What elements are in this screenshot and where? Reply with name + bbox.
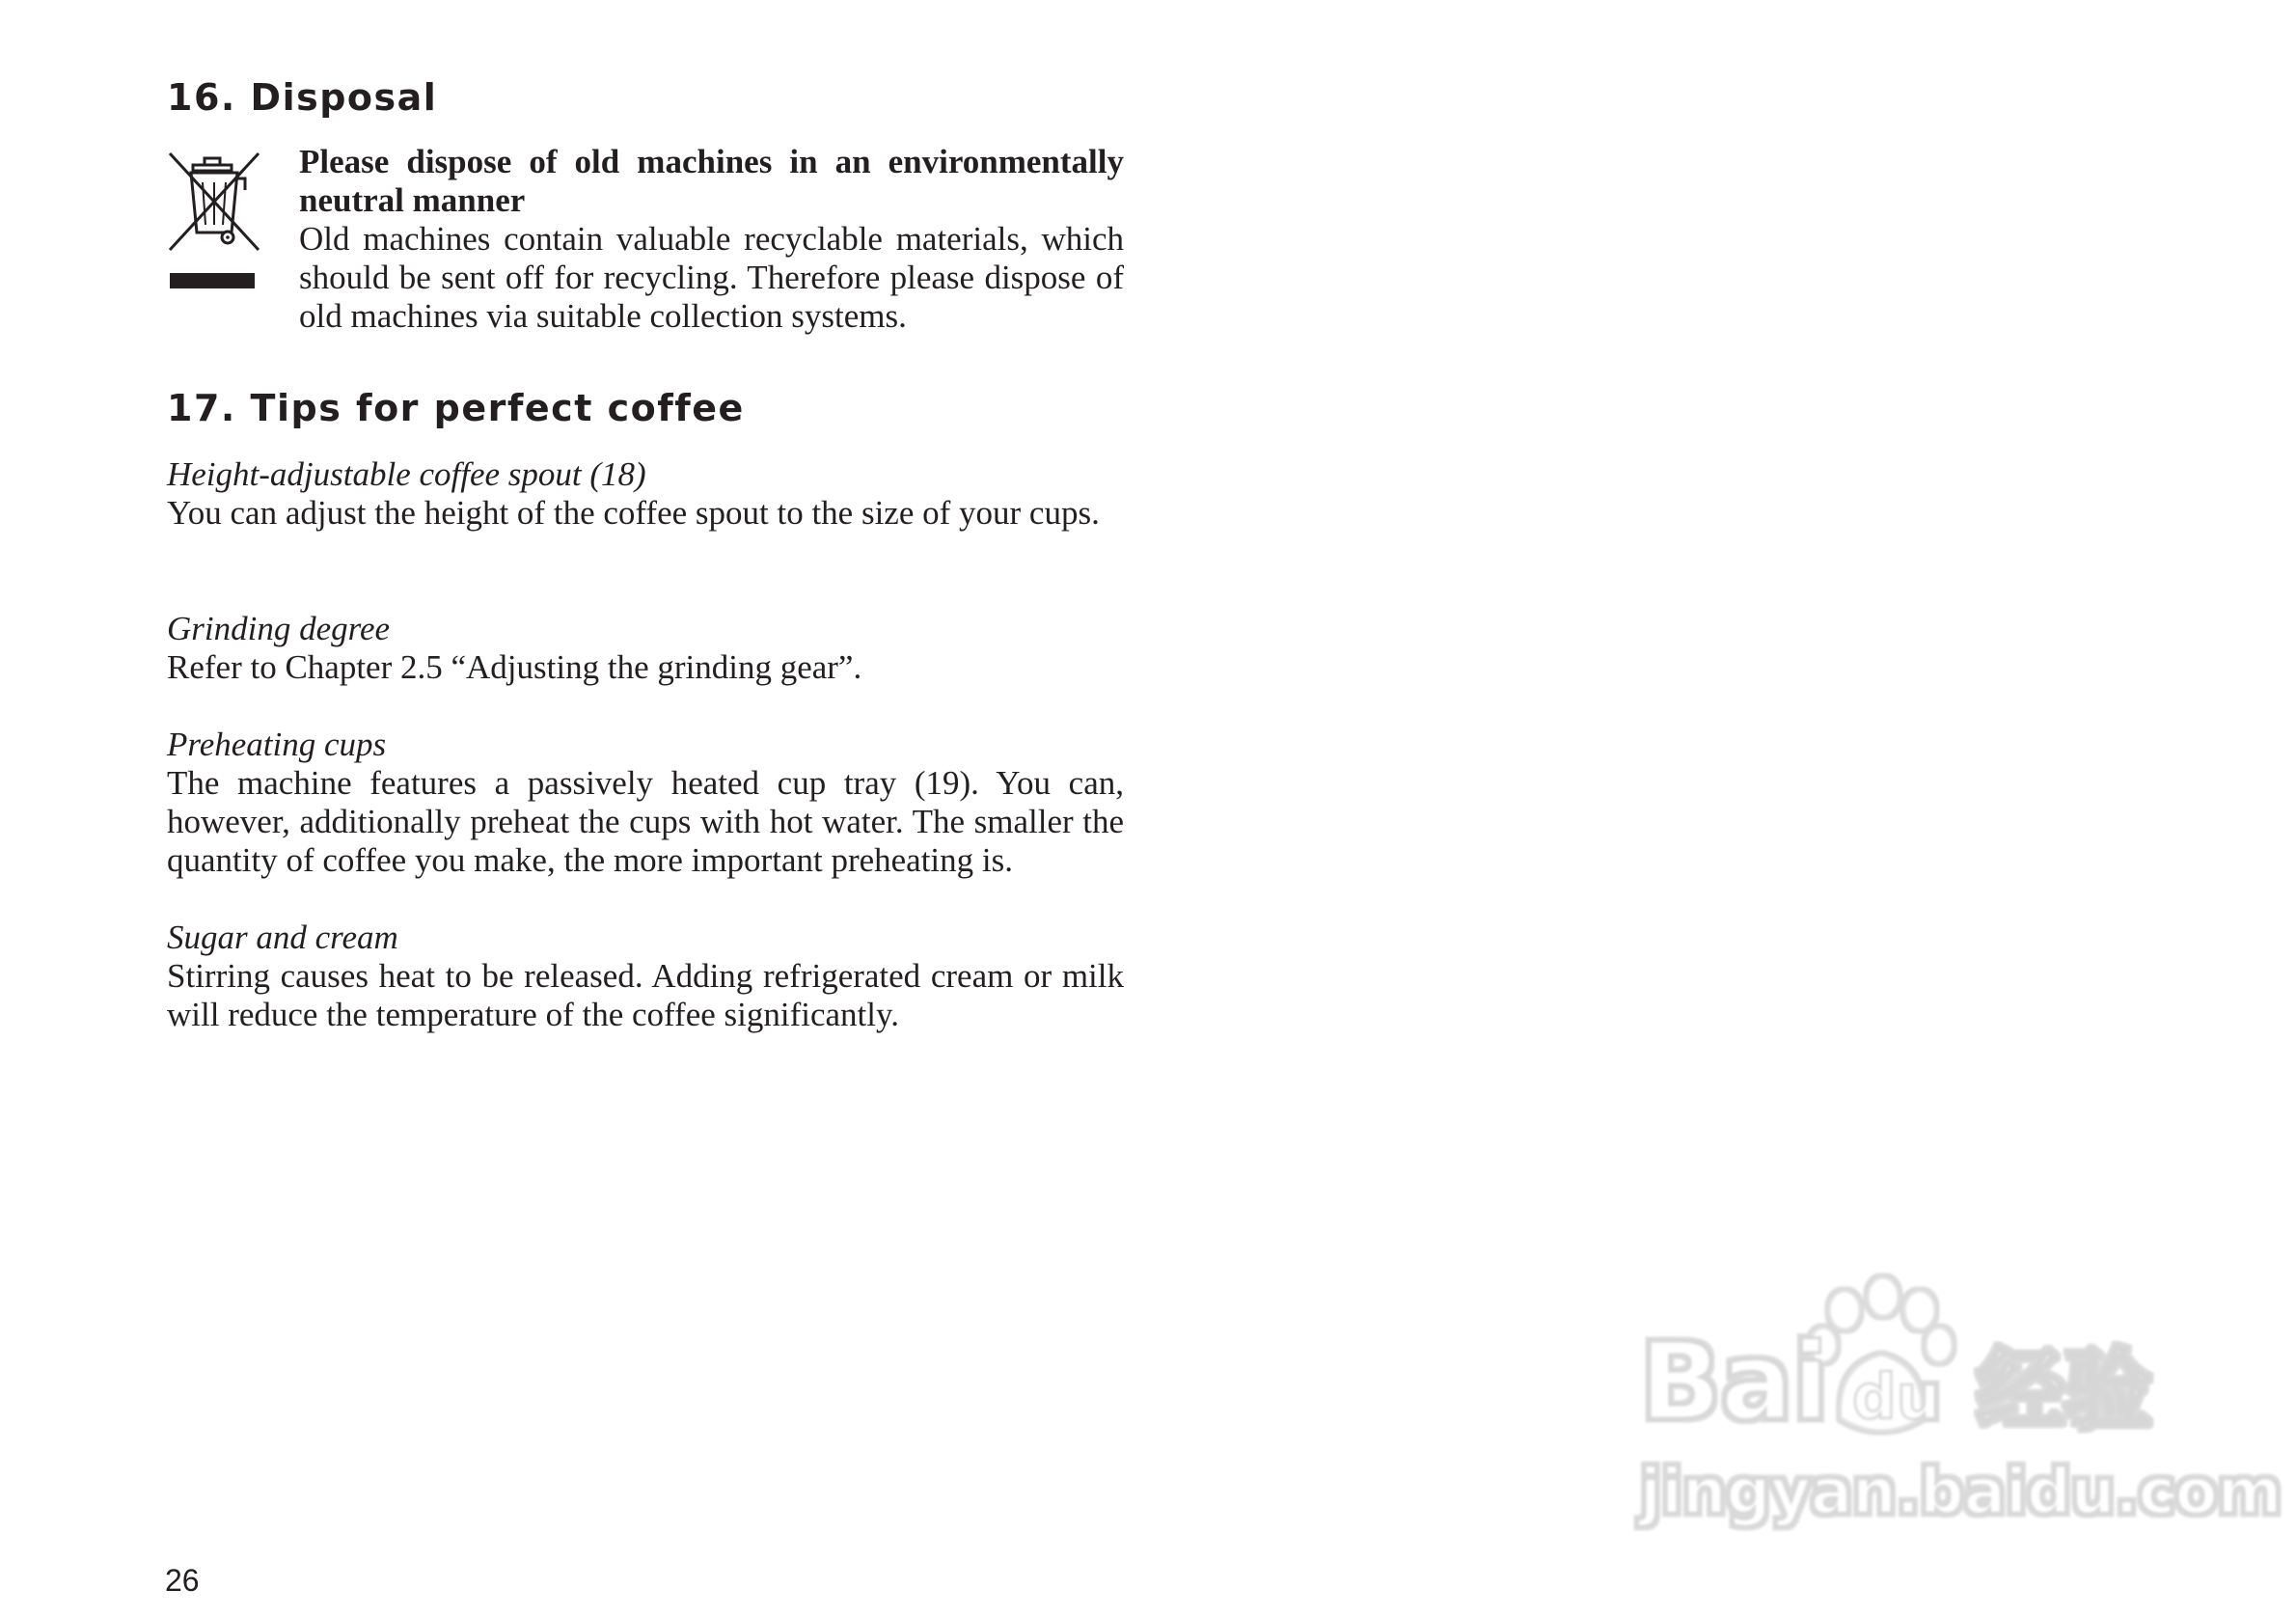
tip-item xyxy=(167,918,1124,1034)
svg-text:du: du xyxy=(1852,1362,1941,1434)
page-number: 26 xyxy=(165,1563,200,1598)
disposal-body: Old machines contain valuable recyclable materials, which should be sent off for recycling. Therefore please dispose of old machines via suitable collection systems. xyxy=(299,220,1124,335)
tip-body: Stirring causes heat to be released. Adding refrigerated cream or milk will reduce the temperature of the coffee significantly. xyxy=(167,957,1124,1033)
disposal-text xyxy=(299,143,1124,336)
disposal-bold-title-line2: neutral manner xyxy=(299,181,526,219)
section-heading-disposal: 16. Disposal xyxy=(167,76,438,119)
tip-title: Preheating cups xyxy=(167,726,387,763)
disposal-bold-title-line1: Please dispose of old machines in an environmentally xyxy=(299,143,1124,180)
baidu-jingyan-watermark xyxy=(1630,1274,2282,1544)
tip-body: Refer to Chapter 2.5 “Adjusting the grinding gear”. xyxy=(167,648,862,686)
watermark-url: jingyan.baidu.com xyxy=(1640,1457,2282,1528)
tip-item xyxy=(167,455,1124,533)
tip-item xyxy=(167,610,1124,687)
tip-title: Sugar and cream xyxy=(167,918,398,956)
svg-text:经验: 经验 xyxy=(1978,1340,2151,1441)
crossed-out-wheelie-bin-icon xyxy=(164,150,264,292)
tip-title: Grinding degree xyxy=(167,610,391,647)
section-heading-tips: 17. Tips for perfect coffee xyxy=(167,387,745,429)
tip-title: Height-adjustable coffee spout (18) xyxy=(167,455,646,493)
tip-body: You can adjust the height of the coffee spout to the size of your cups. xyxy=(167,494,1100,532)
svg-text:Bai: Bai xyxy=(1640,1320,1829,1443)
tip-body: The machine features a passively heated cup tray (19). You can, however, additionally preheat the cups with hot water. The smaller the quantity of coffee you make, the more important preheating is. xyxy=(167,764,1124,879)
tip-item xyxy=(167,726,1124,880)
